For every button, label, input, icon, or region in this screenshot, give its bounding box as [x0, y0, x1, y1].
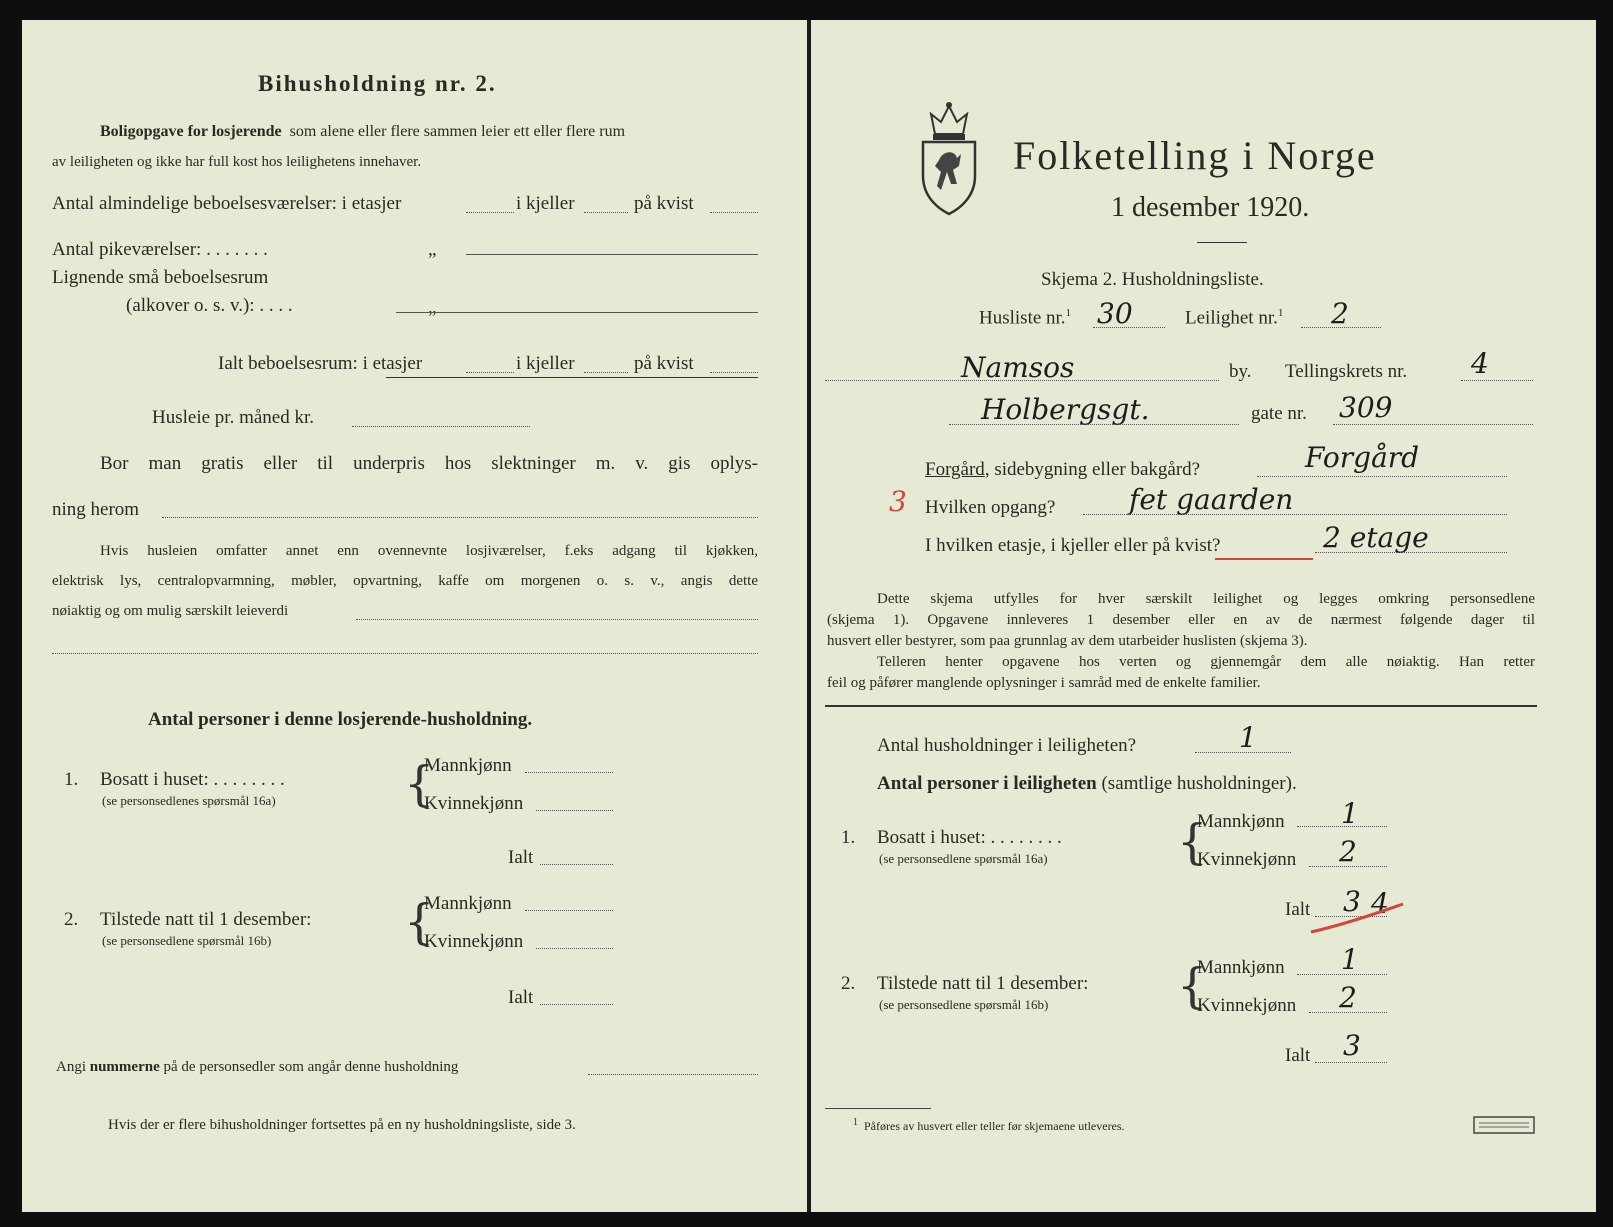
opgang-question: Hvilken opgang?	[925, 497, 1056, 518]
q1-total-label: Ialt	[1285, 899, 1311, 920]
numbers-text: Angi nummerne på de personsedler som angår denne husholdning	[56, 1059, 459, 1075]
q2-label: Tilstede natt til 1 desember:	[877, 973, 1089, 994]
footnote: $^1$ Påføres av husvert eller teller før skjemaene utleveres.	[853, 1117, 1125, 1133]
q2-note: (se personsedlene spørsmål 16b)	[102, 933, 272, 948]
q2-label: Tilstede natt til 1 desember:	[100, 909, 312, 930]
leilighet-label: Leilighet nr.$^1$	[1185, 307, 1284, 329]
q2-male-label: Mannkjønn	[1197, 957, 1285, 978]
persons-title: Antal personer i denne losjerende-husholdning.	[148, 709, 533, 730]
page-title: Bihusholdning nr. 2.	[258, 71, 497, 96]
q1-male-value: 1	[1341, 797, 1359, 830]
rent-includes-text-2: elektrisk lys, centralopvarmning, møbler, opvartning, kaffe om morgenen o. s. v., angis dette	[52, 573, 758, 589]
free-housing-text: Bor man gratis eller til underpris hos slektninger m. v. gis oplys-	[100, 453, 758, 474]
instructions-1: Dette skjema utfylles for hver særskilt leilighet og legges omkring personsedlene	[877, 591, 1535, 607]
households-value: 1	[1239, 721, 1257, 754]
printer-stamp-icon	[1473, 1116, 1535, 1134]
q1-total-label: Ialt	[508, 847, 534, 868]
total-cellar-label: i kjeller	[516, 353, 575, 374]
q2-total-label: Ialt	[1285, 1045, 1311, 1066]
q2-female-label: Kvinnekjønn	[424, 931, 524, 952]
by-label: by.	[1229, 361, 1252, 382]
q2-note: (se personsedlene spørsmål 16b)	[879, 997, 1049, 1012]
q1-total-corrected-value: 4	[1371, 887, 1389, 920]
q1-note: (se personsedlenes spørsmål 16a)	[102, 793, 276, 808]
q1-total-value: 3	[1343, 885, 1361, 918]
q1-female-label: Kvinnekjønn	[1197, 849, 1297, 870]
tellingskrets-value: 4	[1471, 347, 1489, 380]
left-page-bihusholdning	[22, 20, 807, 1212]
instructions-3: husvert eller bestyrer, som paa grunnlag av dem utarbeider huslisten (skjema 3).	[827, 633, 1308, 649]
schema-label: Skjema 2. Husholdningsliste.	[1041, 269, 1264, 290]
q2-female-label: Kvinnekjønn	[1197, 995, 1297, 1016]
q1-female-label: Kvinnekjønn	[424, 793, 524, 814]
rent-includes-text-3: nøiaktig og om mulig særskilt leieverdi	[52, 603, 289, 619]
q2-male-value: 1	[1341, 943, 1359, 976]
q2-total-value: 3	[1343, 1029, 1361, 1062]
q1-male-label: Mannkjønn	[1197, 811, 1285, 832]
q2-brace: {	[1177, 958, 1208, 1014]
persons-title: Antal personer i leiligheten (samtlige husholdninger).	[877, 773, 1297, 794]
q1-female-value: 2	[1339, 835, 1357, 868]
gate-label: gate nr.	[1251, 403, 1307, 424]
forgard-value: Forgård	[1305, 441, 1420, 474]
street-value: Holbergsgt.	[981, 393, 1150, 426]
instructions-4: Telleren henter opgavene hos verten og gjennemgår dem alle nøiaktig. Han retter	[877, 654, 1535, 670]
leilighet-value: 2	[1331, 297, 1349, 330]
rooms-attic-label: på kvist	[634, 193, 694, 214]
red-underline	[1215, 558, 1313, 560]
q2-brace: {	[404, 894, 435, 950]
q1-number: 1.	[64, 769, 79, 790]
rooms-label: Antal almindelige beboelsesværelser: i etasjer	[52, 193, 402, 214]
q2-number: 2.	[64, 909, 79, 930]
norwegian-coat-of-arms-icon	[917, 100, 981, 218]
q1-label: Bosatt i huset: . . . . . . . .	[100, 769, 285, 790]
town-value: Namsos	[961, 351, 1075, 384]
rent-includes-text: Hvis husleien omfatter annet enn ovennevnte losjiværelser, f.eks adgang til kjøkken,	[100, 543, 758, 559]
q1-label: Bosatt i huset: . . . . . . . .	[877, 827, 1062, 848]
q1-number: 1.	[841, 827, 856, 848]
q1-brace: {	[404, 756, 435, 812]
households-question: Antal husholdninger i leiligheten?	[877, 735, 1137, 756]
instructions-2: (skjema 1). Opgavene innleveres 1 desember eller en av de nærmest følgende dager til	[827, 612, 1535, 628]
main-title: Folketelling i Norge	[1013, 133, 1377, 178]
opgang-value: fet gaarden	[1129, 483, 1294, 516]
q1-brace: {	[1177, 814, 1208, 870]
ditto-mark-2: „	[428, 297, 437, 318]
q2-male-label: Mannkjønn	[424, 893, 512, 914]
tellingskrets-label: Tellingskrets nr.	[1285, 361, 1408, 382]
gate-value: 309	[1339, 391, 1393, 424]
census-date: 1 desember 1920.	[1111, 192, 1310, 223]
rooms-cellar-label: i kjeller	[516, 193, 575, 214]
husliste-value: 30	[1097, 297, 1133, 330]
q2-number: 2.	[841, 973, 856, 994]
q1-male-label: Mannkjønn	[424, 755, 512, 776]
ditto-mark: „	[428, 239, 437, 260]
q2-female-value: 2	[1339, 981, 1357, 1014]
husliste-label: Husliste nr.$^1$	[979, 307, 1072, 329]
margin-number-red: 3	[889, 485, 907, 518]
total-rooms-label: Ialt beboelsesrum: i etasjer	[218, 353, 423, 374]
maid-rooms-label: Antal pikeværelser: . . . . . . .	[52, 239, 268, 260]
etasje-question: I hvilken etasje, i kjeller eller på kvist?	[925, 535, 1221, 556]
forgard-question: Forgård, sidebygning eller bakgård?	[925, 459, 1201, 480]
intro-text: Boligopgave for losjerende som alene eller flere sammen leier ett eller flere rum	[100, 123, 626, 140]
q1-note: (se personsedlene spørsmål 16a)	[879, 851, 1048, 866]
right-page-husholdningsliste	[811, 20, 1596, 1212]
total-attic-label: på kvist	[634, 353, 694, 374]
instructions-5: feil og påfører manglende oplysninger i samråd med de enkelte familier.	[827, 675, 1261, 691]
etasje-value: 2 etage	[1323, 521, 1429, 554]
rent-label: Husleie pr. måned kr.	[152, 407, 314, 428]
similar-rooms-label-2: (alkover o. s. v.): . . . .	[126, 295, 293, 316]
free-housing-text-2: ning herom	[52, 499, 140, 520]
similar-rooms-label: Lignende små beboelsesrum	[52, 267, 269, 288]
red-strike-mark	[1307, 898, 1407, 938]
continue-text: Hvis der er flere bihusholdninger fortsettes på en ny husholdningsliste, side 3.	[108, 1117, 576, 1133]
intro-text-line2: av leiligheten og ikke har full kost hos leilighetens innehaver.	[52, 154, 422, 170]
q2-total-label: Ialt	[508, 987, 534, 1008]
